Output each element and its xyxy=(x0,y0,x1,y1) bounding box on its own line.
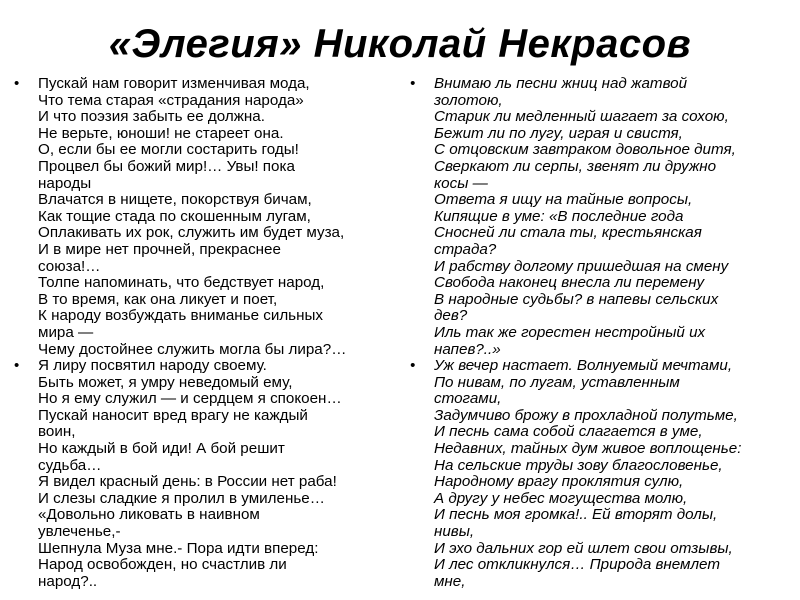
poem-line: Народ освобожден, но счастлив ли xyxy=(38,556,287,574)
poem-line: воин, xyxy=(38,423,76,441)
poem-line: косы — xyxy=(434,174,488,192)
poem-line: увлеченье,- xyxy=(38,523,121,541)
poem-line: И лес откликнулся… Природа внемлет xyxy=(434,556,720,574)
poem-line: Но я ему служил — и сердцем я спокоен… xyxy=(38,390,342,408)
poem-line: Бежит ли по лугу, играя и свистя, xyxy=(434,124,683,142)
poem-line: Чему достойнее служить могла бы лира?… xyxy=(38,340,347,358)
left-stanza-1 xyxy=(14,76,396,358)
poem-line: «Довольно ликовать в наивном xyxy=(38,506,260,524)
poem-line: судьба… xyxy=(38,456,102,474)
poem-line: И что поэзия забыть ее должна. xyxy=(38,108,265,126)
poem-line: Процвел бы божий мир!… Увы! пока xyxy=(38,157,295,175)
poem-line: золотою, xyxy=(434,91,503,109)
poem-line: Быть может, я умру неведомый ему, xyxy=(38,373,293,391)
poem-line: Уж вечер настает. Волнуемый мечтами, xyxy=(434,357,733,375)
poem-line: Оплакивать их рок, служить им будет муза, xyxy=(38,224,345,242)
poem-line: союза!… xyxy=(38,257,101,275)
poem-line: напев?..» xyxy=(434,340,501,358)
poem-line: мне, xyxy=(434,572,466,590)
poem-line: О, если бы ее могли состарить годы! xyxy=(38,141,299,159)
poem-line: нивы, xyxy=(434,523,475,541)
poem-line: Сносней ли стала ты, крестьянская xyxy=(434,224,702,242)
poem-line: Что тема старая «страдания народа» xyxy=(38,91,304,109)
poem-line: стогами, xyxy=(434,390,502,408)
poem-line: Иль так же горестен нестройный их xyxy=(434,323,706,341)
poem-line: В народные судьбы? в напевы сельских xyxy=(434,290,719,308)
poem-line: Народному врагу проклятия сулю, xyxy=(434,473,684,491)
poem-line: К народу возбуждать вниманье сильных xyxy=(38,307,323,325)
bullet-icon: • xyxy=(410,357,416,375)
poem-line: мира — xyxy=(38,323,94,341)
poem-line: Не верьте, юноши! не стареет она. xyxy=(38,124,284,142)
poem-line: Пускай нам говорит изменчивая мода, xyxy=(38,75,310,92)
page-title: «Элегия» Николай Некрасов xyxy=(108,22,692,66)
poem-line: В то время, как она ликует и поет, xyxy=(38,290,278,308)
poem-line: Задумчиво брожу в прохладной полутьме, xyxy=(434,406,738,424)
poem-line: дев? xyxy=(434,307,468,325)
bullet-icon: • xyxy=(410,75,416,92)
poem-line: Недавних, тайных дум живое воплощенье: xyxy=(434,440,742,458)
poem-line: Сверкают ли серпы, звенят ли дружно xyxy=(434,157,717,175)
poem-line: Внимаю ль песни жниц над жатвой xyxy=(434,75,688,92)
poem-line: Свобода наконец внесла ли перемену xyxy=(434,274,705,292)
poem-line: Ответа я ищу на тайные вопросы, xyxy=(434,191,693,209)
poem-line: Шепнула Муза мне.- Пора идти вперед: xyxy=(38,539,319,557)
poem-line: И слезы сладкие я пролил в умиленье… xyxy=(38,489,325,507)
poem-line: С отцовским завтраком довольное дитя, xyxy=(434,141,736,159)
bullet-icon: • xyxy=(14,357,20,375)
right-column xyxy=(410,76,798,590)
poem-line: Я лиру посвятил народу своему. xyxy=(38,357,267,375)
poem-line: страда? xyxy=(434,240,497,258)
poem-line: Пускай наносит вред врагу не каждый xyxy=(38,406,308,424)
poem-line: А другу у небес могущества молю, xyxy=(434,489,688,507)
poem-line: Я видел красный день: в России нет раба! xyxy=(38,473,337,491)
poem-line: На сельские труды зову благословенье, xyxy=(434,456,723,474)
right-stanza-2 xyxy=(410,358,798,590)
poem-line: И песнь моя громка!.. Ей вторят долы, xyxy=(434,506,718,524)
poem-line: народ?.. xyxy=(38,572,98,590)
poem-line: Но каждый в бой иди! А бой решит xyxy=(38,440,285,458)
poem-line: Старик ли медленный шагает за сохою, xyxy=(434,108,729,126)
poem-line: По нивам, по лугам, уставленным xyxy=(434,373,680,391)
poem-line: народы xyxy=(38,174,92,192)
bullet-icon: • xyxy=(14,75,20,92)
poem-line: Как тощие стада по скошенным лугам, xyxy=(38,207,311,225)
poem-line: И песнь сама собой слагается в уме, xyxy=(434,423,703,441)
poem-line: И эхо дальних гор ей шлет свои отзывы, xyxy=(434,539,733,557)
left-stanza-2 xyxy=(14,358,396,590)
right-stanza-1 xyxy=(410,76,798,358)
poem-line: Толпе напоминать, что бедствует народ, xyxy=(38,274,325,292)
poem-line: Влачатся в нищете, покорствуя бичам, xyxy=(38,191,312,209)
poem-line: Кипящие в уме: «В последние года xyxy=(434,207,684,225)
poem-line: И в мире нет прочней, прекраснее xyxy=(38,240,281,258)
left-column xyxy=(14,76,396,590)
poem-line: И рабству долгому пришедшая на смену xyxy=(434,257,729,275)
